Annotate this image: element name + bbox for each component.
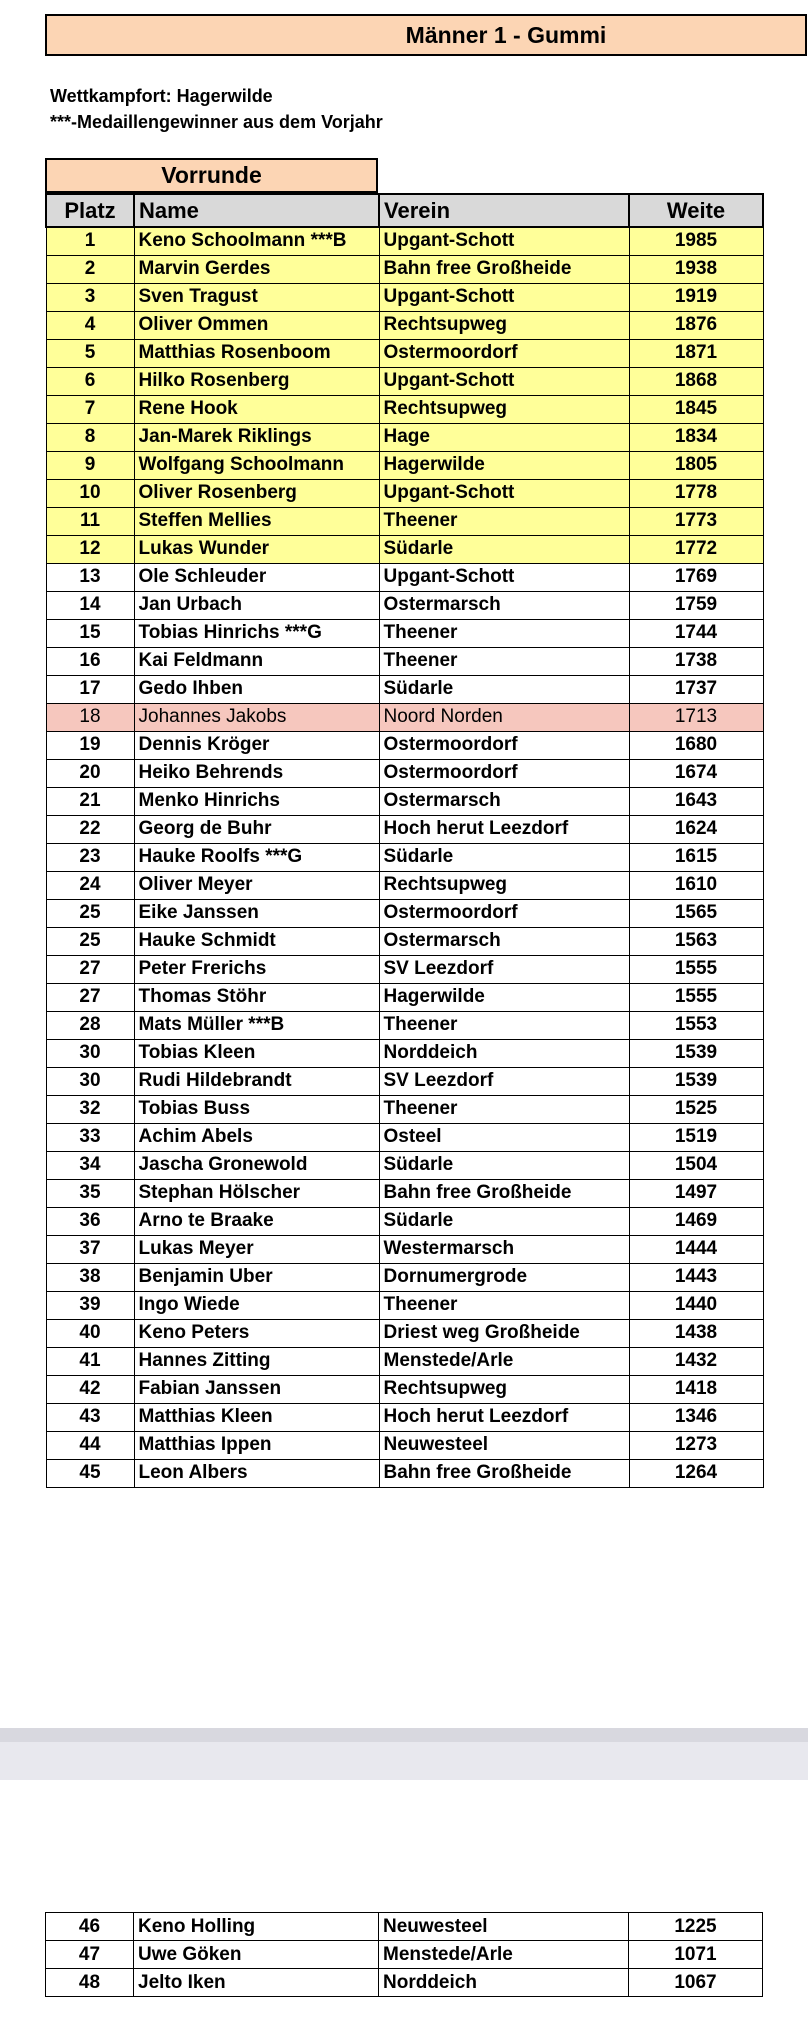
cell-name: Jan-Marek Riklings	[134, 423, 379, 451]
cell-name: Tobias Buss	[134, 1095, 379, 1123]
cell-weite: 1876	[629, 311, 763, 339]
cell-verein: Neuwesteel	[379, 1913, 629, 1941]
cell-platz: 13	[46, 563, 134, 591]
cell-verein: Ostermoordorf	[379, 759, 629, 787]
table-row	[46, 927, 763, 955]
table-row	[46, 451, 763, 479]
cell-weite: 1624	[629, 815, 763, 843]
cell-platz: 46	[46, 1913, 134, 1941]
cell-platz: 42	[46, 1375, 134, 1403]
table-row	[46, 619, 763, 647]
cell-verein: Neuwesteel	[379, 1431, 629, 1459]
table-row	[46, 423, 763, 451]
cell-platz: 27	[46, 983, 134, 1011]
cell-name: Gedo Ihben	[134, 675, 379, 703]
cell-platz: 9	[46, 451, 134, 479]
cell-verein: Ostermoordorf	[379, 731, 629, 759]
cell-platz: 30	[46, 1067, 134, 1095]
cell-platz: 47	[46, 1941, 134, 1969]
cell-name: Fabian Janssen	[134, 1375, 379, 1403]
cell-name: Steffen Mellies	[134, 507, 379, 535]
cell-verein: Theener	[379, 1095, 629, 1123]
table-row	[46, 1375, 763, 1403]
table-row	[46, 311, 763, 339]
cell-verein: Hoch herut Leezdorf	[379, 815, 629, 843]
cell-verein: Südarle	[379, 1207, 629, 1235]
table-row	[46, 955, 763, 983]
cell-platz: 35	[46, 1179, 134, 1207]
cell-verein: Ostermarsch	[379, 787, 629, 815]
table-row	[46, 1067, 763, 1095]
round-label: Vorrunde	[45, 158, 378, 193]
cell-weite: 1555	[629, 983, 763, 1011]
cell-platz: 27	[46, 955, 134, 983]
table-row	[46, 647, 763, 675]
results-table-continued	[45, 1912, 763, 1997]
cell-platz: 24	[46, 871, 134, 899]
cell-weite: 1985	[629, 227, 763, 255]
cell-weite: 1773	[629, 507, 763, 535]
table-row	[46, 507, 763, 535]
table-row	[46, 227, 763, 255]
cell-weite: 1778	[629, 479, 763, 507]
cell-weite: 1643	[629, 787, 763, 815]
cell-platz: 25	[46, 899, 134, 927]
cell-weite: 1469	[629, 1207, 763, 1235]
cell-weite: 1845	[629, 395, 763, 423]
cell-name: Lukas Meyer	[134, 1235, 379, 1263]
cell-weite: 1805	[629, 451, 763, 479]
cell-verein: SV Leezdorf	[379, 1067, 629, 1095]
cell-name: Benjamin Uber	[134, 1263, 379, 1291]
cell-platz: 23	[46, 843, 134, 871]
cell-weite: 1067	[629, 1969, 763, 1997]
table-row	[46, 843, 763, 871]
cell-platz: 16	[46, 647, 134, 675]
cell-verein: Theener	[379, 507, 629, 535]
cell-name: Eike Janssen	[134, 899, 379, 927]
cell-platz: 3	[46, 283, 134, 311]
cell-platz: 18	[46, 703, 134, 731]
cell-name: Hilko Rosenberg	[134, 367, 379, 395]
cell-weite: 1871	[629, 339, 763, 367]
table-row	[46, 1123, 763, 1151]
cell-verein: Hagerwilde	[379, 451, 629, 479]
cell-platz: 38	[46, 1263, 134, 1291]
table-row	[46, 1179, 763, 1207]
cell-verein: Upgant-Schott	[379, 227, 629, 255]
table-row	[46, 1039, 763, 1067]
cell-verein: Upgant-Schott	[379, 367, 629, 395]
cell-platz: 15	[46, 619, 134, 647]
cell-name: Jelto Iken	[134, 1969, 379, 1997]
cell-weite: 1555	[629, 955, 763, 983]
cell-platz: 21	[46, 787, 134, 815]
cell-weite: 1919	[629, 283, 763, 311]
cell-weite: 1759	[629, 591, 763, 619]
cell-name: Oliver Rosenberg	[134, 479, 379, 507]
cell-weite: 1444	[629, 1235, 763, 1263]
table-row	[46, 731, 763, 759]
cell-name: Georg de Buhr	[134, 815, 379, 843]
cell-platz: 28	[46, 1011, 134, 1039]
cell-name: Oliver Meyer	[134, 871, 379, 899]
table-row	[46, 1291, 763, 1319]
table-row	[46, 563, 763, 591]
table-row	[46, 983, 763, 1011]
cell-weite: 1273	[629, 1431, 763, 1459]
cell-weite: 1497	[629, 1179, 763, 1207]
cell-platz: 11	[46, 507, 134, 535]
table-row	[46, 255, 763, 283]
cell-verein: Driest weg Großheide	[379, 1319, 629, 1347]
table-row	[46, 1235, 763, 1263]
cell-name: Matthias Kleen	[134, 1403, 379, 1431]
table-row	[46, 1207, 763, 1235]
table-row	[46, 899, 763, 927]
cell-platz: 10	[46, 479, 134, 507]
cell-name: Johannes Jakobs	[134, 703, 379, 731]
cell-verein: Theener	[379, 647, 629, 675]
cell-weite: 1938	[629, 255, 763, 283]
table-row	[46, 759, 763, 787]
cell-name: Thomas Stöhr	[134, 983, 379, 1011]
table-row	[46, 815, 763, 843]
cell-verein: Südarle	[379, 843, 629, 871]
cell-verein: Südarle	[379, 1151, 629, 1179]
page-title: Männer 1 - Gummi	[45, 14, 807, 56]
cell-verein: Bahn free Großheide	[379, 1459, 629, 1487]
table-row	[46, 1151, 763, 1179]
cell-weite: 1539	[629, 1039, 763, 1067]
cell-weite: 1674	[629, 759, 763, 787]
cell-verein: Menstede/Arle	[379, 1941, 629, 1969]
cell-name: Marvin Gerdes	[134, 255, 379, 283]
cell-name: Peter Frerichs	[134, 955, 379, 983]
cell-verein: Theener	[379, 1291, 629, 1319]
cell-verein: Theener	[379, 619, 629, 647]
cell-weite: 1438	[629, 1319, 763, 1347]
cell-name: Keno Peters	[134, 1319, 379, 1347]
cell-platz: 36	[46, 1207, 134, 1235]
cell-weite: 1443	[629, 1263, 763, 1291]
cell-weite: 1737	[629, 675, 763, 703]
cell-platz: 8	[46, 423, 134, 451]
table-row	[46, 1431, 763, 1459]
cell-verein: Upgant-Schott	[379, 563, 629, 591]
cell-name: Jan Urbach	[134, 591, 379, 619]
cell-verein: Norddeich	[379, 1969, 629, 1997]
cell-platz: 14	[46, 591, 134, 619]
cell-weite: 1738	[629, 647, 763, 675]
table-row	[46, 1403, 763, 1431]
cell-name: Tobias Hinrichs ***G	[134, 619, 379, 647]
cell-weite: 1440	[629, 1291, 763, 1319]
table-row	[46, 339, 763, 367]
cell-verein: Südarle	[379, 675, 629, 703]
cell-name: Matthias Rosenboom	[134, 339, 379, 367]
cell-name: Uwe Göken	[134, 1941, 379, 1969]
cell-weite: 1225	[629, 1913, 763, 1941]
cell-verein: Hagerwilde	[379, 983, 629, 1011]
cell-platz: 25	[46, 927, 134, 955]
cell-name: Matthias Ippen	[134, 1431, 379, 1459]
cell-verein: Rechtsupweg	[379, 311, 629, 339]
cell-platz: 33	[46, 1123, 134, 1151]
cell-name: Rene Hook	[134, 395, 379, 423]
table-row	[46, 283, 763, 311]
cell-name: Kai Feldmann	[134, 647, 379, 675]
cell-platz: 37	[46, 1235, 134, 1263]
cell-name: Arno te Braake	[134, 1207, 379, 1235]
cell-weite: 1553	[629, 1011, 763, 1039]
cell-weite: 1504	[629, 1151, 763, 1179]
cell-weite: 1744	[629, 619, 763, 647]
cell-platz: 22	[46, 815, 134, 843]
medal-note: ***-Medaillengewinner aus dem Vorjahr	[50, 112, 383, 132]
cell-platz: 44	[46, 1431, 134, 1459]
header-platz: Platz	[46, 194, 134, 227]
page-break-band	[0, 1728, 808, 1780]
cell-weite: 1680	[629, 731, 763, 759]
cell-platz: 12	[46, 535, 134, 563]
cell-verein: Ostermoordorf	[379, 899, 629, 927]
cell-verein: Osteel	[379, 1123, 629, 1151]
cell-weite: 1525	[629, 1095, 763, 1123]
cell-name: Ingo Wiede	[134, 1291, 379, 1319]
table-row	[46, 703, 763, 731]
cell-verein: Noord Norden	[379, 703, 629, 731]
cell-verein: Rechtsupweg	[379, 871, 629, 899]
cell-platz: 32	[46, 1095, 134, 1123]
cell-weite: 1071	[629, 1941, 763, 1969]
cell-name: Sven Tragust	[134, 283, 379, 311]
cell-name: Dennis Kröger	[134, 731, 379, 759]
header-name: Name	[134, 194, 379, 227]
cell-verein: SV Leezdorf	[379, 955, 629, 983]
cell-weite: 1264	[629, 1459, 763, 1487]
cell-platz: 17	[46, 675, 134, 703]
cell-weite: 1834	[629, 423, 763, 451]
cell-verein: Westermarsch	[379, 1235, 629, 1263]
cell-name: Rudi Hildebrandt	[134, 1067, 379, 1095]
cell-platz: 34	[46, 1151, 134, 1179]
cell-weite: 1772	[629, 535, 763, 563]
cell-platz: 20	[46, 759, 134, 787]
cell-platz: 1	[46, 227, 134, 255]
table-row	[46, 535, 763, 563]
table-row	[46, 1941, 763, 1969]
table-row	[46, 1095, 763, 1123]
cell-verein: Upgant-Schott	[379, 479, 629, 507]
cell-name: Mats Müller ***B	[134, 1011, 379, 1039]
cell-verein: Dornumergrode	[379, 1263, 629, 1291]
cell-verein: Ostermoordorf	[379, 339, 629, 367]
cell-weite: 1615	[629, 843, 763, 871]
table-row	[46, 479, 763, 507]
header-verein: Verein	[379, 194, 629, 227]
cell-verein: Theener	[379, 1011, 629, 1039]
cell-name: Menko Hinrichs	[134, 787, 379, 815]
cell-platz: 7	[46, 395, 134, 423]
cell-verein: Ostermarsch	[379, 591, 629, 619]
cell-weite: 1610	[629, 871, 763, 899]
table-row	[46, 787, 763, 815]
cell-platz: 41	[46, 1347, 134, 1375]
cell-platz: 39	[46, 1291, 134, 1319]
cell-weite: 1868	[629, 367, 763, 395]
cell-name: Keno Holling	[134, 1913, 379, 1941]
cell-weite: 1346	[629, 1403, 763, 1431]
cell-platz: 19	[46, 731, 134, 759]
table-row	[46, 1459, 763, 1487]
cell-verein: Hage	[379, 423, 629, 451]
cell-verein: Upgant-Schott	[379, 283, 629, 311]
cell-weite: 1418	[629, 1375, 763, 1403]
cell-name: Tobias Kleen	[134, 1039, 379, 1067]
cell-verein: Menstede/Arle	[379, 1347, 629, 1375]
cell-weite: 1539	[629, 1067, 763, 1095]
cell-verein: Hoch herut Leezdorf	[379, 1403, 629, 1431]
cell-verein: Bahn free Großheide	[379, 255, 629, 283]
cell-platz: 2	[46, 255, 134, 283]
cell-weite: 1769	[629, 563, 763, 591]
cell-platz: 30	[46, 1039, 134, 1067]
table-row	[46, 871, 763, 899]
cell-verein: Norddeich	[379, 1039, 629, 1067]
table-row	[46, 675, 763, 703]
cell-name: Hauke Schmidt	[134, 927, 379, 955]
table-row	[46, 395, 763, 423]
cell-verein: Rechtsupweg	[379, 1375, 629, 1403]
table-row	[46, 1011, 763, 1039]
cell-name: Hauke Roolfs ***G	[134, 843, 379, 871]
cell-weite: 1519	[629, 1123, 763, 1151]
cell-name: Achim Abels	[134, 1123, 379, 1151]
cell-name: Oliver Ommen	[134, 311, 379, 339]
cell-name: Jascha Gronewold	[134, 1151, 379, 1179]
table-row	[46, 367, 763, 395]
cell-platz: 43	[46, 1403, 134, 1431]
cell-name: Lukas Wunder	[134, 535, 379, 563]
table-row	[46, 1263, 763, 1291]
cell-name: Stephan Hölscher	[134, 1179, 379, 1207]
cell-platz: 45	[46, 1459, 134, 1487]
cell-weite: 1713	[629, 703, 763, 731]
location-text: Wettkampfort: Hagerwilde	[50, 86, 273, 106]
cell-name: Leon Albers	[134, 1459, 379, 1487]
table-row	[46, 1319, 763, 1347]
table-header-row	[46, 194, 763, 227]
table-row	[46, 1913, 763, 1941]
cell-verein: Rechtsupweg	[379, 395, 629, 423]
cell-platz: 5	[46, 339, 134, 367]
table-row	[46, 1969, 763, 1997]
table-row	[46, 591, 763, 619]
cell-name: Wolfgang Schoolmann	[134, 451, 379, 479]
cell-verein: Südarle	[379, 535, 629, 563]
cell-platz: 4	[46, 311, 134, 339]
cell-name: Keno Schoolmann ***B	[134, 227, 379, 255]
cell-weite: 1432	[629, 1347, 763, 1375]
cell-verein: Bahn free Großheide	[379, 1179, 629, 1207]
table-row	[46, 1347, 763, 1375]
cell-name: Heiko Behrends	[134, 759, 379, 787]
cell-platz: 6	[46, 367, 134, 395]
cell-platz: 48	[46, 1969, 134, 1997]
cell-weite: 1565	[629, 899, 763, 927]
cell-weite: 1563	[629, 927, 763, 955]
cell-name: Ole Schleuder	[134, 563, 379, 591]
cell-verein: Ostermarsch	[379, 927, 629, 955]
results-table	[45, 193, 764, 1488]
header-weite: Weite	[629, 194, 763, 227]
cell-platz: 40	[46, 1319, 134, 1347]
cell-name: Hannes Zitting	[134, 1347, 379, 1375]
